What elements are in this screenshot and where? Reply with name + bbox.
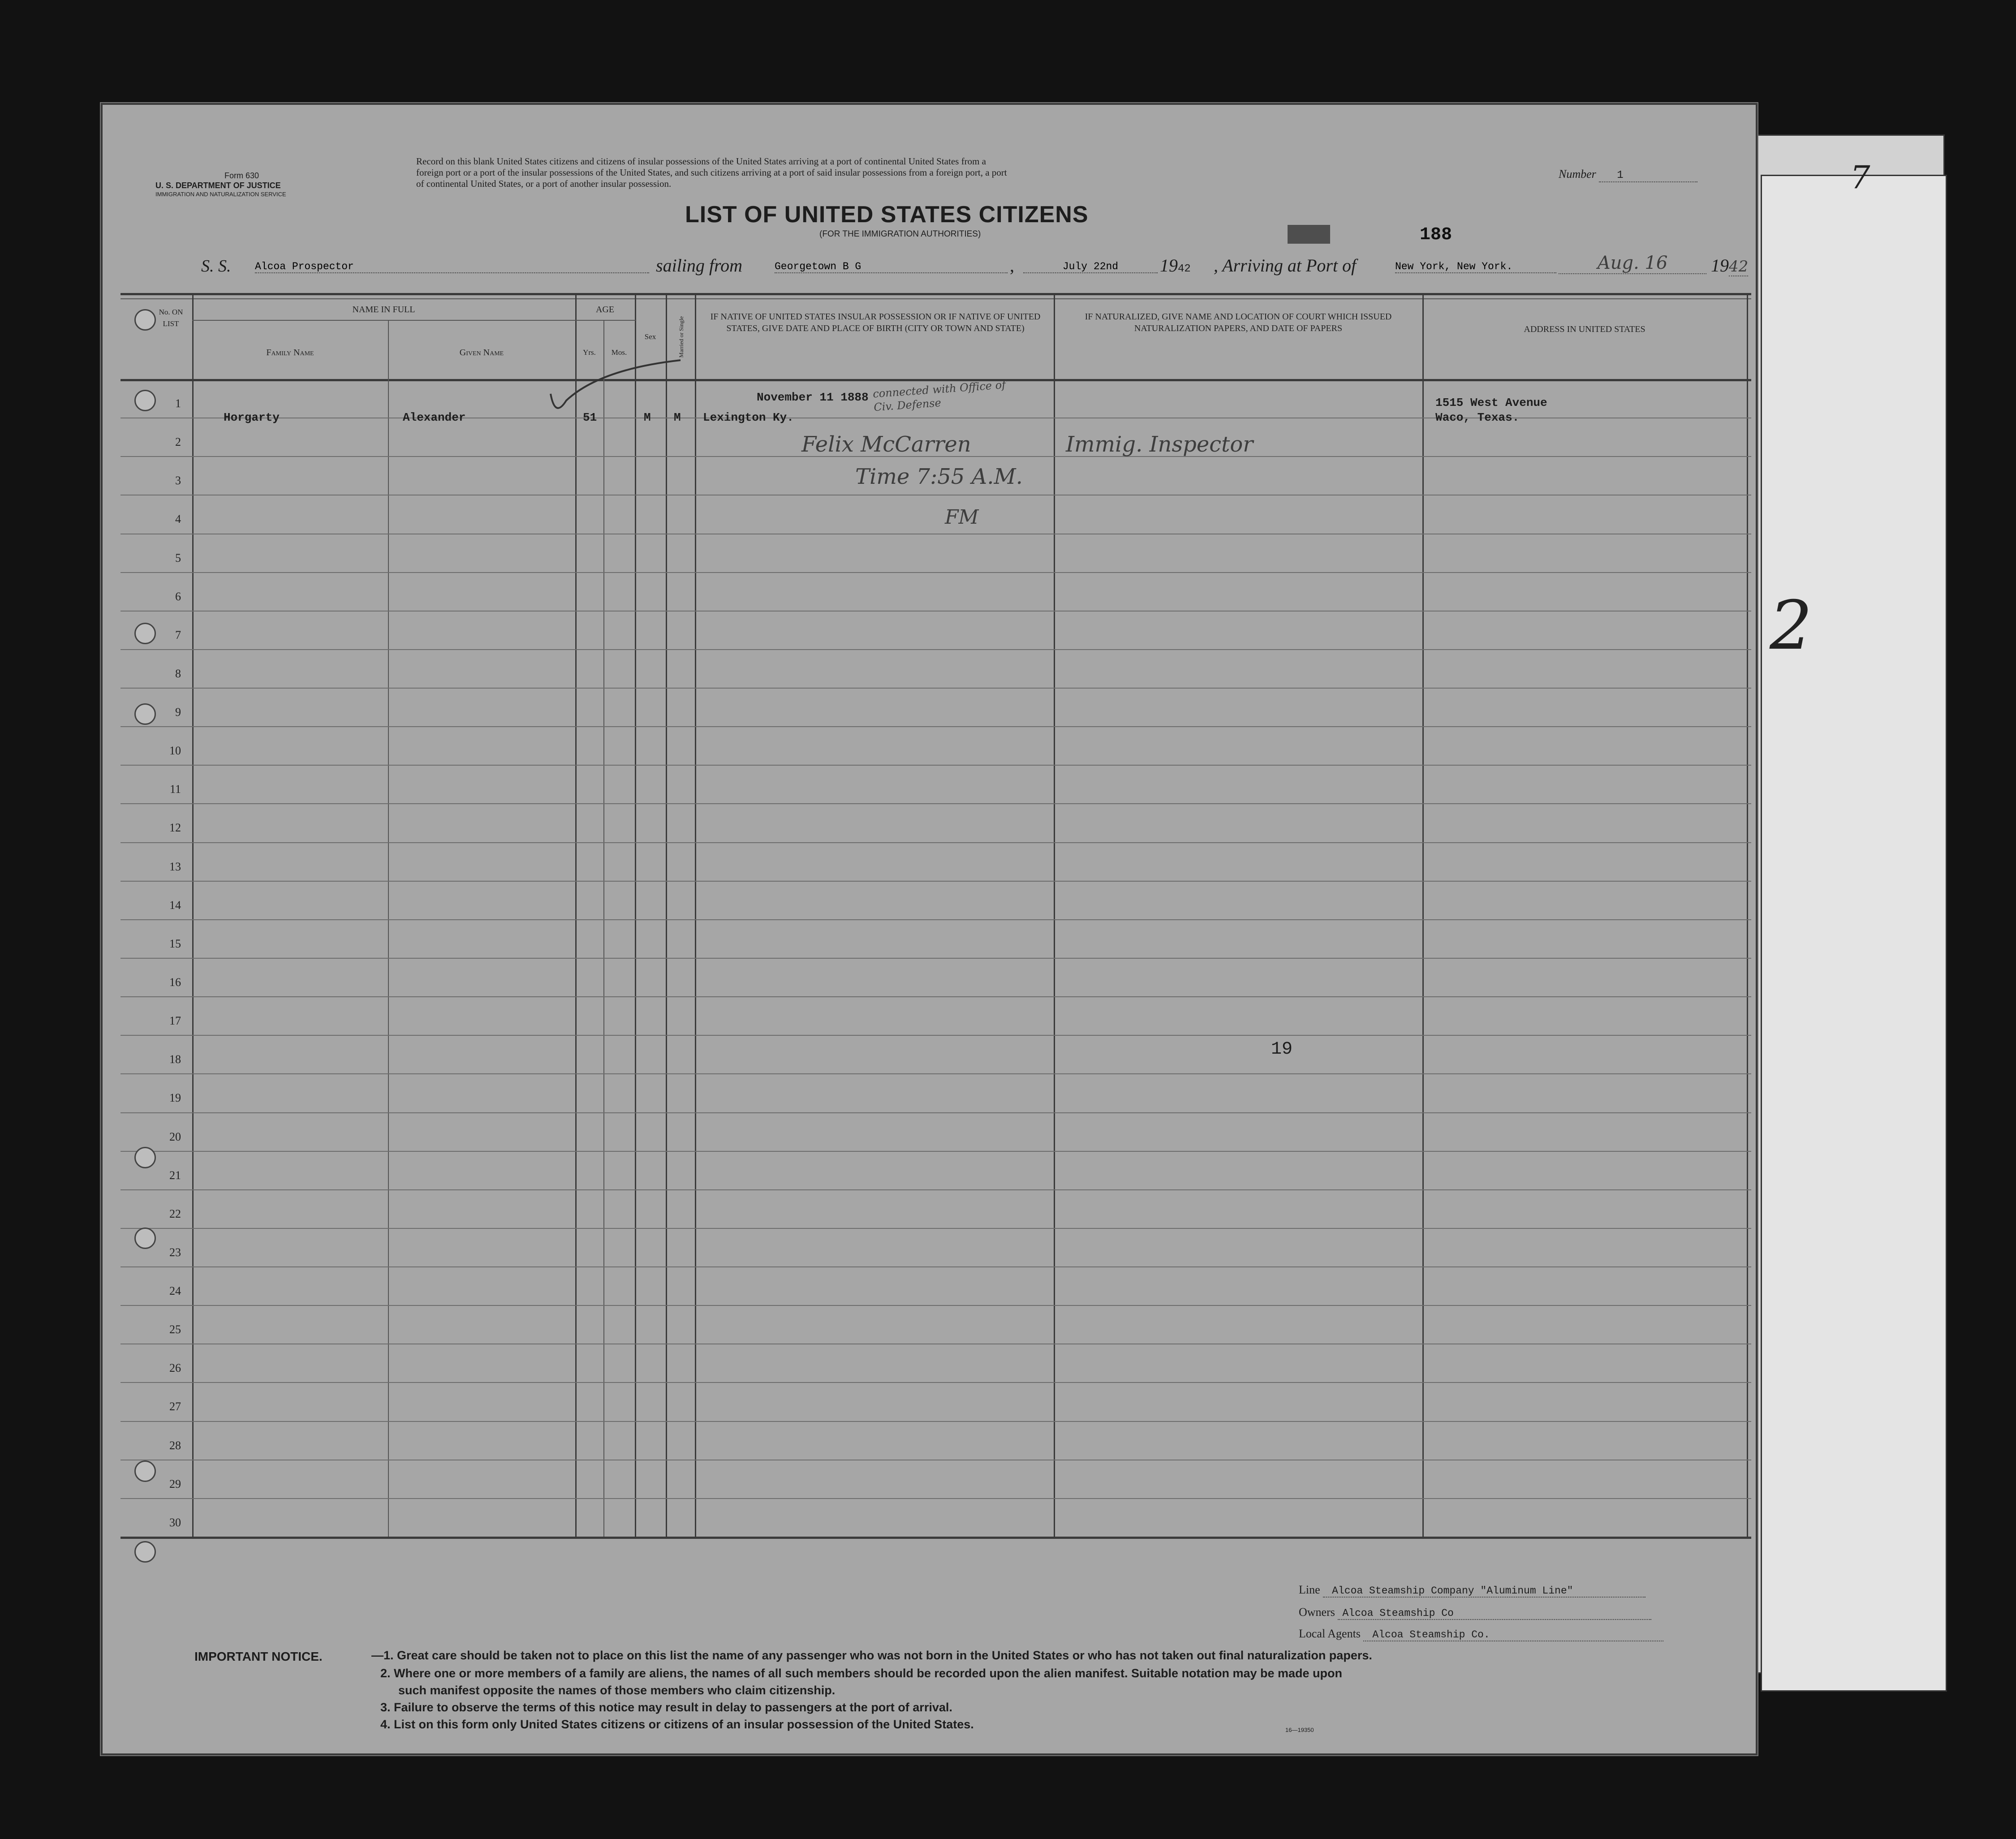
notice-item-1: —1. Great care should be taken not to place on this list the name of any passenger who was not born in the United States or who has not taken out final naturalization papers. <box>371 1649 1372 1662</box>
row-rule <box>121 1498 1751 1499</box>
notice-item-2: 2. Where one or more members of a family are aliens, the names of all such members should be recorded upon the alien manifest. Suitable notation may be made upon <box>380 1667 1343 1680</box>
entry-given-name: Alexander <box>403 411 466 424</box>
back-page <box>1761 175 1947 1692</box>
binder-hole <box>134 1227 156 1249</box>
row-number: 6 <box>175 590 181 603</box>
service-name: IMMIGRATION AND NATURALIZATION SERVICE <box>155 191 286 198</box>
row-number: 18 <box>169 1053 181 1066</box>
row-rule <box>121 688 1751 689</box>
inspector-title: Immig. Inspector <box>1066 432 1254 457</box>
row-number: 11 <box>169 783 181 796</box>
footer-agents-label: Local Agents <box>1299 1627 1361 1640</box>
row-number: 24 <box>169 1284 181 1298</box>
year-prefix-2: 19 <box>1711 255 1729 276</box>
intro-line-3: of continental United States, or a port of another insular possession. <box>416 178 672 189</box>
row-number: 28 <box>169 1438 181 1452</box>
sailing-label: sailing from <box>656 255 742 276</box>
col-no-on-list: No. ON LIST <box>159 308 183 328</box>
row-number: 12 <box>169 821 181 835</box>
entry-age-years: 51 <box>583 411 597 424</box>
row-number: 17 <box>169 1014 181 1028</box>
binder-hole <box>134 1541 156 1563</box>
col-address: ADDRESS IN UNITED STATES <box>1524 324 1646 334</box>
row-rule <box>121 572 1751 573</box>
row-number: 8 <box>175 667 181 680</box>
row-rule <box>121 726 1751 727</box>
col-native-birth: IF NATIVE OF UNITED STATES INSULAR POSSESSION OR IF NATIVE OF UNITED STATES, GIVE DATE AND PLACE OF BIRTH (CITY OR TOWN AND STATE) <box>710 312 1041 333</box>
row-number: 7 <box>175 628 181 642</box>
entry-marital: M <box>674 411 681 424</box>
row-number: 20 <box>169 1130 181 1143</box>
row-number: 22 <box>169 1207 181 1220</box>
row-rule <box>121 1266 1751 1267</box>
arriving-label: , Arriving at Port of <box>1214 255 1357 276</box>
binder-hole <box>134 1147 156 1168</box>
stamped-number: 19 <box>1271 1039 1293 1059</box>
print-code: 16—19350 <box>1285 1727 1314 1733</box>
entry-birth-date: November 11 1888 <box>757 391 869 404</box>
row-number: 25 <box>169 1323 181 1336</box>
page-subtitle: (FOR THE IMMIGRATION AUTHORITIES) <box>819 229 981 239</box>
row-rule <box>121 1151 1751 1152</box>
footer-owners-value: Alcoa Steamship Co <box>1338 1607 1651 1620</box>
number-value: 1 <box>1599 169 1697 182</box>
row-number: 9 <box>175 706 181 719</box>
page-title: LIST OF UNITED STATES CITIZENS <box>685 202 1089 228</box>
footer-line-value: Alcoa Steamship Company "Aluminum Line" <box>1323 1585 1646 1598</box>
col-sex: Sex <box>644 332 656 341</box>
col-family-name: Family Name <box>266 348 314 357</box>
row-rule <box>121 1112 1751 1113</box>
time-note: Time 7:55 A.M. <box>855 464 1023 489</box>
check-mark-icon <box>546 356 689 423</box>
row-rule <box>121 958 1751 959</box>
row-rule <box>121 1305 1751 1306</box>
ship-name: Alcoa Prospector <box>255 261 649 273</box>
row-number: 29 <box>169 1477 181 1490</box>
intro-line-1: Record on this blank United States citizens and citizens of insular possessions of the United States arriving at a port of continental United States from a <box>416 156 986 167</box>
manifest-sheet: Form 630 U. S. DEPARTMENT OF JUSTICE IMMIGRATION AND NATURALIZATION SERVICE Record on this blank United States citizens and citizens of insular possessions of the United States arriving at a port of continental United States from a foreign port or a port of the insular possessions of the United States, and such citizens arriving at a port of said insular possessions from a foreign port, a port of continental United States, or a port of another insular possession. Number 1 LIST OF UNITED STATES CITIZENS (FOR THE IMMIGRATION AUTHORITIES) 188 S. S. Alcoa Prospector sailing from Georgetown B G , July 22nd 1942 , Arriving at Port of New York, New York. Aug. 16 1942 No. ON LIST NAME IN FULL Family Name Given Name AGE Yrs. Mos. Sex Married or Single IF NATIVE OF UNITED STATES INSULAR POSSESSION OR IF NATIVE OF UNITED STATES, GIVE DATE AND PLACE OF BIRTH (CITY OR TOWN AND STATE) IF NATURALIZED, GIVE NAME AND LOCATION OF COURT WHICH ISSUED NATURALIZATION PAPERS, AND DATE OF PAPERS ADDRESS IN UNITED STATES 1 2 3 4 5 6 7 8 9 10 11 12 13 14 15 16 17 18 19 20 21 22 23 24 25 26 27 28 29 30 Horgarty Alexander 51 M M November 11 1888 Lexington Ky. 1515 West Avenue Waco, Texas. connected with Office of Civ. Defense Felix McCarren Immig. Inspector Time 7:55 A.M. FM 19 Line Alcoa Steamship Company "Aluminum Line" Owners Alcoa Steamship Co Local Agents Alcoa Steamship Co. IMPORTANT NOTICE. —1. Great care should be taken not to place on this list the name of any passenger who was not born in the United States or who has not taken out final naturalization papers. 2. Where one or more members of a family are aliens, the names of all such members should be recorded upon the alien manifest. Suitable notation may be made upon such manifest opposite the names of those members who claim citizenship. 3. Failure to observe the terms of this notice may result in delay to passengers at the port of arrival. 4. List on this form only United States citizens or citizens of an insular possession of the United States. 16—19350 <box>101 103 1758 1755</box>
row-rule <box>121 1073 1751 1074</box>
row-number: 13 <box>169 860 181 873</box>
binder-hole <box>134 309 156 331</box>
notice-item-2-cont: such manifest opposite the names of those members who claim citizenship. <box>398 1684 836 1697</box>
entry-birth-place: Lexington Ky. <box>703 411 794 424</box>
number-field <box>1559 168 1697 182</box>
row-rule <box>121 1228 1751 1229</box>
footer-agents-value: Alcoa Steamship Co. <box>1363 1629 1663 1641</box>
notice-item-3: 3. Failure to observe the terms of this notice may result in delay to passengers at the port of arrival. <box>380 1701 952 1714</box>
footer-line-label: Line <box>1299 1583 1320 1596</box>
row-number: 30 <box>169 1516 181 1529</box>
footer-owners-label: Owners <box>1299 1606 1335 1619</box>
number-label: Number <box>1559 168 1596 181</box>
row-rule <box>121 1382 1751 1383</box>
row-rule <box>121 765 1751 766</box>
depart-date: July 22nd <box>1023 261 1158 273</box>
row-rule <box>121 611 1751 612</box>
col-given-name: Given Name <box>459 348 504 357</box>
col-mos: Mos. <box>611 348 627 357</box>
row-number: 5 <box>175 551 181 564</box>
entry-address-line2: Waco, Texas. <box>1435 411 1520 424</box>
col-yrs: Yrs. <box>583 348 596 357</box>
form-number: Form 630 <box>224 171 259 180</box>
arrival-port: New York, New York. <box>1395 261 1556 273</box>
from-port: Georgetown B G <box>775 261 1008 273</box>
notice-item-4: 4. List on this form only United States citizens or citizens of an insular possession of the United States. <box>380 1718 974 1731</box>
margin-handwriting: 2 <box>1770 587 1813 665</box>
binder-hole <box>134 623 156 644</box>
row-rule <box>121 1035 1751 1036</box>
row-rule <box>121 996 1751 997</box>
row-number: 26 <box>169 1361 181 1375</box>
entry-sex: M <box>644 411 651 424</box>
binder-hole <box>134 1460 156 1482</box>
footer-owners-field <box>1299 1606 1651 1620</box>
inspector-signature: Felix McCarren <box>801 432 971 457</box>
row-number: 2 <box>175 435 181 449</box>
connected-note: connected with Office of Civ. Defense <box>872 378 1006 414</box>
footer-line-field <box>1299 1583 1646 1598</box>
entry-family-name: Horgarty <box>224 411 280 424</box>
ss-label: S. S. <box>201 257 231 276</box>
row-rule <box>121 881 1751 882</box>
col-name-in-full: NAME IN FULL <box>352 305 415 314</box>
row-number: 19 <box>169 1091 181 1105</box>
row-number: 1 <box>175 397 181 410</box>
row-rule <box>121 803 1751 804</box>
row-rule <box>121 649 1751 650</box>
row-rule <box>121 919 1751 920</box>
col-naturalized: IF NATURALIZED, GIVE NAME AND LOCATION OF COURT WHICH ISSUED NATURALIZATION PAPERS, AND DATE OF PAPERS <box>1085 312 1392 333</box>
row-rule <box>121 1421 1751 1422</box>
row-number: 10 <box>169 744 181 758</box>
arrival-year: 42 <box>1729 258 1749 276</box>
voyage-line <box>201 256 231 276</box>
table-top-rule <box>121 293 1751 295</box>
notice-label: IMPORTANT NOTICE. <box>194 1650 323 1663</box>
arrival-date: Aug. 16 <box>1559 253 1706 274</box>
col-married-single: Married or Single <box>678 316 685 358</box>
corner-handwriting: 7 <box>1850 159 1870 196</box>
table-header-rule <box>121 379 1751 381</box>
row-number: 16 <box>169 976 181 989</box>
intro-line-2: foreign port or a port of the insular possessions of the United States, and such citizens arriving at a port of said insular possessions from a foreign port, a port <box>416 167 1007 178</box>
depart-year: 42 <box>1178 263 1191 275</box>
table-bottom-rule <box>121 1537 1751 1539</box>
row-number: 3 <box>175 474 181 487</box>
binder-hole <box>134 703 156 725</box>
row-number: 27 <box>169 1400 181 1413</box>
stamp-number: 188 <box>1420 225 1452 245</box>
row-number: 14 <box>169 898 181 912</box>
row-number: 15 <box>169 937 181 950</box>
row-rule <box>121 842 1751 843</box>
row-rule <box>121 1189 1751 1190</box>
row-number: 4 <box>175 513 181 526</box>
binder-hole <box>134 390 156 411</box>
col-age: AGE <box>595 305 615 314</box>
inspector-initials: FM <box>945 506 979 529</box>
year-prefix-1: 19 <box>1160 255 1178 276</box>
footer-agents-field <box>1299 1627 1663 1641</box>
row-number: 23 <box>169 1245 181 1259</box>
stamp-blot <box>1288 225 1330 244</box>
row-number: 21 <box>169 1168 181 1182</box>
entry-address-line1: 1515 West Avenue <box>1435 396 1547 409</box>
department-name: U. S. DEPARTMENT OF JUSTICE <box>155 181 281 190</box>
